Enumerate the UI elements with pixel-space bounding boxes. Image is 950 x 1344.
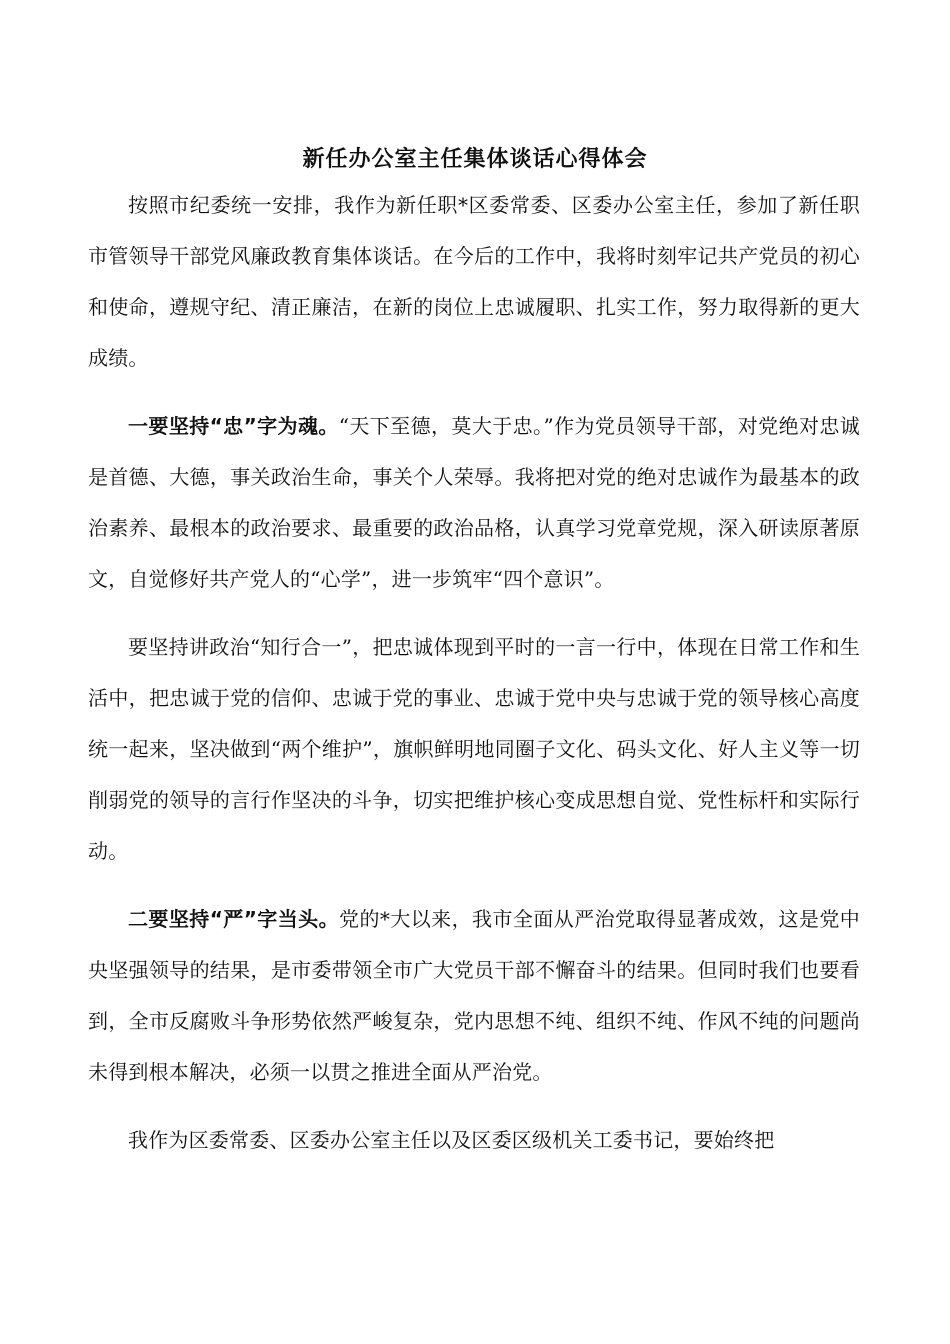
paragraph-lead: 一要坚持“忠”字为魂。 bbox=[128, 414, 339, 438]
paragraph-politics bbox=[88, 622, 860, 877]
paragraph-text: 按照市纪委统一安排，我作为新任职*区委常委、区委办公室主任，参加了新任职市管领导干部党风廉政教育集体谈话。在今后的工作中，我将时刻牢记共产党员的初心和使命，遵规守纪、清正廉洁，在新的岗位上忠诚履职、扎实工作，努力取得新的更大成绩。 bbox=[88, 193, 860, 370]
document-title: 新任办公室主任集体谈话心得体会 bbox=[302, 147, 648, 172]
paragraph-text: 党的*大以来，我市全面从严治党取得显著成效，这是党中央坚强领导的结果，是市委带领全市广大党员干部不懈奋斗的结果。但同时我们也要看到，全市反腐败斗争形势依然严峻复杂，党内思想不纯、组织不纯、作风不纯的问题尚未得到根本解决，必须一以贯之推进全面从严治党。 bbox=[88, 907, 860, 1084]
paragraph-loyalty bbox=[88, 401, 860, 605]
paragraph-intro bbox=[88, 180, 860, 384]
paragraph-role bbox=[88, 1115, 860, 1166]
paragraph-strictness bbox=[88, 894, 860, 1098]
paragraph-text: 要坚持讲政治“知行合一”，把忠诚体现到平时的一言一行中，体现在日常工作和生活中，把忠诚于党的信仰、忠诚于党的事业、忠诚于党中央与忠诚于党的领导核心高度统一起来，坚决做到“两个维护”，旗帜鲜明地同圈子文化、码头文化、好人主义等一切削弱党的领导的言行作坚决的斗争，切实把维护核心变成思想自觉、党性标杆和实际行动。 bbox=[88, 635, 860, 863]
paragraph-text: 我作为区委常委、区委办公室主任以及区委区级机关工委书记，要始终把 bbox=[128, 1128, 775, 1152]
document-body bbox=[88, 180, 860, 1183]
paragraph-lead: 二要坚持“严”字当头。 bbox=[128, 907, 340, 931]
paragraph-text: “天下至德，莫大于忠。”作为党员领导干部，对党绝对忠诚是首德、大德，事关政治生命，事关个人荣辱。我将把对党的绝对忠诚作为最基本的政治素养、最根本的政治要求、最重要的政治品格，认真学习党章党规，深入研读原著原文，自觉修好共产党人的“心学”，进一步筑牢“四个意识”。 bbox=[88, 414, 860, 591]
